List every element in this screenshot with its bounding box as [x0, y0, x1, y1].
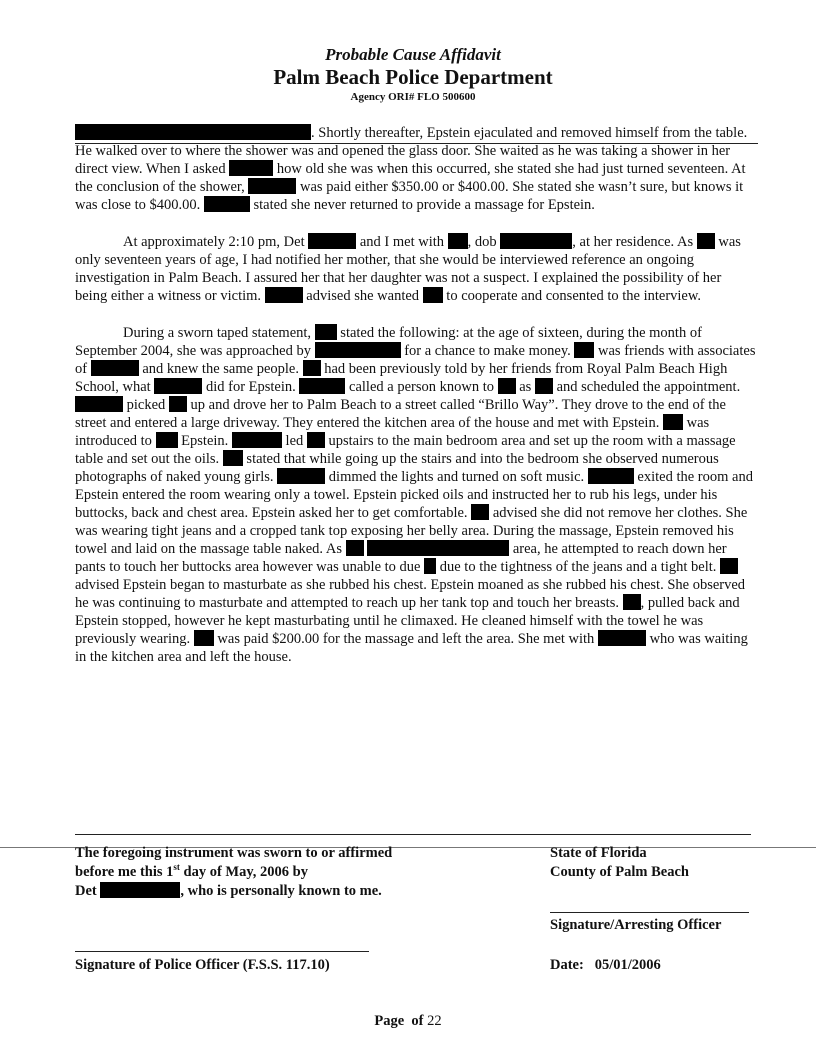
redaction-box — [75, 124, 311, 140]
redaction-box — [588, 468, 634, 484]
text-run: called a person known to — [345, 379, 498, 395]
text-run: stated that while going up the stairs and into the bedroom she observed numerous photographs of naked young girls. — [75, 451, 719, 485]
text-run: was friends with associates of — [75, 343, 756, 377]
redaction-box — [303, 360, 321, 376]
text-run: upstairs to the main bedroom area and set up the room with a massage table and set out the oils. — [75, 433, 736, 467]
redaction-box — [535, 378, 553, 394]
text-run: , pulled back and Epstein stopped, however he kept masturbating until he climaxed. He cleaned himself with the towel he was previously wearing. — [75, 595, 740, 647]
page-number — [0, 1013, 816, 1030]
redaction-box — [194, 630, 214, 646]
date-field — [550, 957, 661, 974]
sworn-text: Det — [75, 883, 101, 899]
text-run: At approximately 2:10 pm, Det — [123, 234, 309, 250]
affidavit-body — [75, 124, 757, 685]
department-name: Palm Beach Police Department — [273, 65, 553, 89]
page-of-label: of — [411, 1013, 424, 1029]
sworn-text: , who is personally known to me. — [180, 883, 382, 899]
redaction-box — [156, 432, 178, 448]
text-run: how old she was when this occurred, she stated she had just turned seventeen. At the conclusion of the shower, — [75, 161, 746, 195]
redaction-box — [232, 432, 282, 448]
document-header — [0, 44, 816, 104]
text-run: had been previously told by her friends from Royal Palm Beach High School, what — [75, 361, 728, 395]
text-run: area, he attempted to reach down her pants to touch her buttocks area however was unable to due — [75, 541, 727, 575]
redaction-box — [663, 414, 683, 430]
redaction-box — [315, 342, 401, 358]
text-run: , dob — [467, 234, 501, 250]
redaction-box — [308, 233, 356, 249]
redaction-box — [471, 504, 489, 520]
text-run: stated the following: at the age of sixteen, during the month of September 2004, she was approached by — [75, 325, 702, 359]
text-run: up and drove her to Palm Beach to a street called “Brillo Way”. They drove to the end of the street and entered a large driveway. They entered the kitchen area of the house and met with Epstein. — [75, 397, 726, 431]
paragraph-3 — [75, 324, 757, 666]
text-run: . Shortly thereafter, Epstein ejaculated and removed himself from the table. He walked over to where the shower was and opened the glass door. She waited as he was taking a shower in her direct view. When I asked — [75, 125, 748, 177]
redaction-box — [697, 233, 715, 249]
redaction-box — [100, 882, 180, 898]
signature-block-rule — [75, 834, 751, 835]
police-signature-line — [75, 951, 369, 952]
sworn-line-2 — [75, 863, 475, 882]
jurisdiction-block — [550, 844, 770, 882]
page-total: 22 — [427, 1013, 442, 1029]
police-officer-signature-label: Signature of Police Officer (F.S.S. 117.10) — [75, 957, 330, 973]
sworn-line-1: The foregoing instrument was sworn to or affirmed — [75, 845, 393, 861]
state-label: State of Florida — [550, 845, 647, 861]
redaction-box — [315, 324, 337, 340]
redaction-box — [424, 558, 436, 574]
redaction-box — [229, 160, 273, 176]
text-run: who was waiting in the kitchen area and left the house. — [75, 631, 748, 665]
redaction-box — [598, 630, 646, 646]
text-run: advised she wanted — [302, 288, 423, 304]
redaction-box — [448, 233, 468, 249]
arresting-officer-signature-label: Signature/Arresting Officer — [550, 917, 722, 933]
redaction-box — [204, 196, 250, 212]
arresting-signature-line — [550, 912, 749, 913]
redaction-box — [277, 468, 325, 484]
paragraph-2 — [75, 233, 757, 305]
redaction-box — [498, 378, 516, 394]
redaction-box — [248, 178, 296, 194]
text-run: stated she never returned to provide a massage for Epstein. — [249, 197, 595, 213]
date-value: 05/01/2006 — [594, 957, 661, 973]
text-run: as — [515, 379, 535, 395]
redaction-box — [623, 594, 641, 610]
text-run: was paid either $350.00 or $400.00. She stated she wasn’t sure, but knows it was close to $400.00. — [75, 179, 744, 213]
text-run: exited the room and Epstein entered the room wearing only a towel. Epstein picked oils and instructed her to rub his legs, under his buttocks, back and chest area. Epstein asked her to get comfortable. — [75, 469, 753, 521]
page-label: Page — [374, 1013, 405, 1029]
text-run: for a chance to make money. — [400, 343, 575, 359]
redaction-box — [500, 233, 572, 249]
redaction-box — [720, 558, 738, 574]
sworn-line-3 — [75, 882, 475, 901]
redaction-box — [223, 450, 243, 466]
text-run: and scheduled the appointment. — [552, 379, 741, 395]
sworn-text: day of May, 2006 by — [179, 864, 308, 880]
text-run: did for Epstein. — [202, 379, 300, 395]
redaction-box — [307, 432, 325, 448]
text-run: was introduced to — [75, 415, 710, 449]
text-run: Epstein. — [177, 433, 232, 449]
text-run: and knew the same people. — [138, 361, 303, 377]
county-label: County of Palm Beach — [550, 864, 689, 880]
sworn-text: before me this 1 — [75, 864, 174, 880]
date-label: Date: — [550, 957, 584, 973]
paragraph-1 — [75, 124, 757, 214]
redaction-box — [91, 360, 139, 376]
redaction-box — [75, 396, 123, 412]
text-run: to cooperate and consented to the interview. — [442, 288, 702, 304]
agency-ori: Agency ORI# FLO 500600 — [350, 91, 476, 103]
text-run: dimmed the lights and turned on soft music. — [325, 469, 588, 485]
redaction-box — [367, 540, 509, 556]
redaction-box — [423, 287, 443, 303]
text-run: due to the tightness of the jeans and a tight belt. — [436, 559, 721, 575]
sworn-statement — [75, 844, 475, 901]
text-run: , at her residence. As — [572, 234, 697, 250]
text-run: was paid $200.00 for the massage and left the area. She met with — [213, 631, 598, 647]
affidavit-title: Probable Cause Affidavit — [325, 45, 501, 64]
redaction-box — [574, 342, 594, 358]
ordinal-suffix: st — [173, 862, 180, 873]
redaction-box — [299, 378, 345, 394]
redaction-box — [265, 287, 303, 303]
text-run: During a sworn taped statement, — [123, 325, 315, 341]
text-run: led — [281, 433, 307, 449]
redaction-box — [346, 540, 364, 556]
redaction-box — [169, 396, 187, 412]
text-run: advised she did not remove her clothes. She was wearing tight jeans and a cropped tank top exposing her belly area. During the massage, Epstein removed his towel and laid on the massage table naked. As — [75, 505, 748, 557]
text-run: advised Epstein began to masturbate as she rubbed his chest. Epstein moaned as she rubbed his chest. She observed he was continuing to masturbate and attempted to reach up her tank top and touch her breasts. — [75, 577, 746, 611]
text-run: was only seventeen years of age, I had notified her mother, that she would be interviewed reference an ongoing investigation in Palm Beach. I assured her that her daughter was not a suspect. I explained the possibility of her being either a witness or victim. — [75, 234, 741, 304]
text-run: and I met with — [356, 234, 448, 250]
text-run: picked — [123, 397, 169, 413]
redaction-box — [154, 378, 202, 394]
